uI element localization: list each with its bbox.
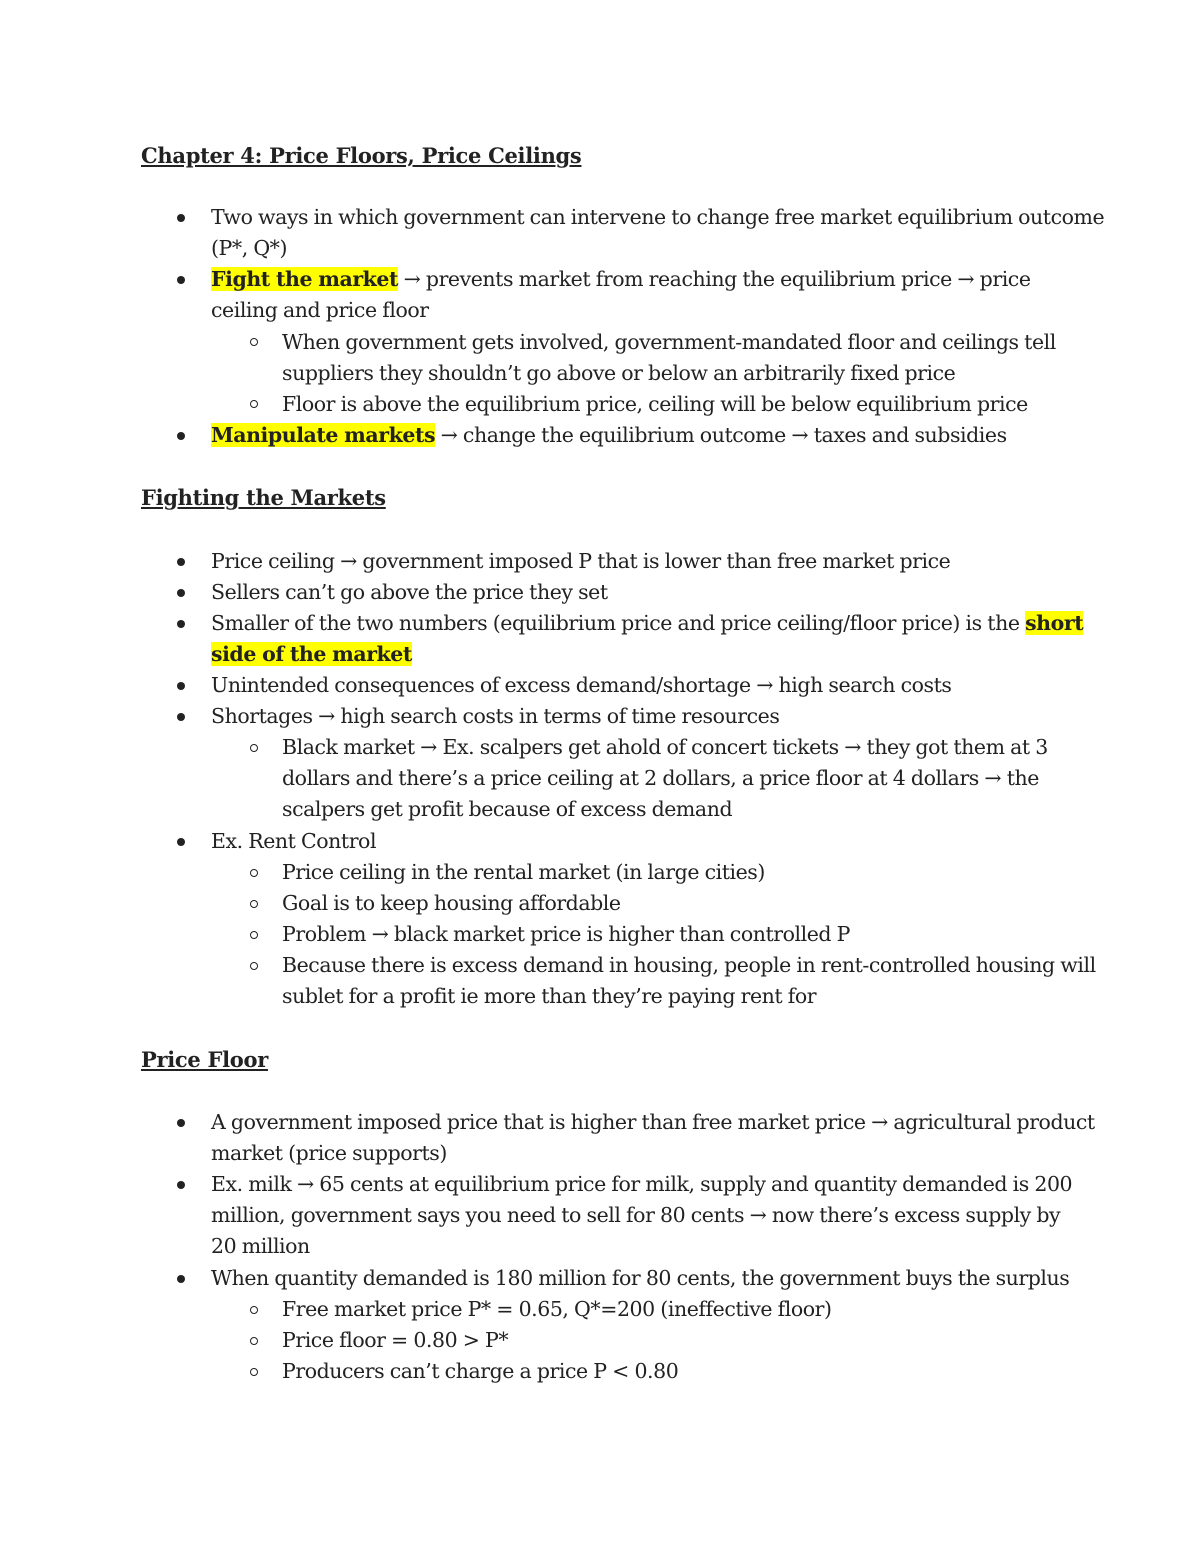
bullet-icon: [177, 1181, 185, 1189]
sub-list-item: When government gets involved, government-mandated floor and ceilings tell: [282, 330, 1056, 354]
list-item-continuation: (P*, Q*): [211, 236, 288, 260]
highlight-term: side of the market: [211, 642, 412, 666]
sub-list-item: Producers can’t charge a price P < 0.80: [282, 1359, 679, 1383]
sub-bullet-icon: [250, 400, 258, 408]
list-item-text: → change the equilibrium outcome → taxes and subsidies: [435, 423, 1007, 447]
sub-list-item: Because there is excess demand in housing, people in rent-controlled housing will: [282, 953, 1096, 977]
list-item-text: Smaller of the two numbers (equilibrium price and price ceiling/floor price) is the: [211, 611, 1026, 635]
bullet-icon: [177, 1275, 185, 1283]
highlight-term: Fight the market: [211, 267, 399, 291]
list-item: Sellers can’t go above the price they set: [211, 580, 608, 604]
sub-list-item: Black market → Ex. scalpers get ahold of concert tickets → they got them at 3: [282, 735, 1048, 759]
sub-bullet-icon: [250, 962, 258, 970]
bullet-icon: [177, 682, 185, 690]
list-item: Ex. Rent Control: [211, 829, 377, 853]
sub-bullet-icon: [250, 869, 258, 877]
bullet-icon: [177, 589, 185, 597]
sub-list-item: Price ceiling in the rental market (in large cities): [282, 860, 765, 884]
list-item-continuation: market (price supports): [211, 1141, 447, 1165]
sub-list-item: Goal is to keep housing affordable: [282, 891, 621, 915]
highlight-term: short: [1025, 611, 1084, 635]
sub-list-item-continuation: dollars and there’s a price ceiling at 2 dollars, a price floor at 4 dollars → the: [282, 766, 1039, 790]
bullet-icon: [177, 214, 185, 222]
sub-bullet-icon: [250, 931, 258, 939]
bullet-icon: [177, 558, 185, 566]
highlight-term: Manipulate markets: [211, 423, 436, 447]
list-item-continuation: 20 million: [211, 1234, 310, 1258]
section-heading: Price Floor: [141, 1047, 268, 1072]
bullet-icon: [177, 432, 185, 440]
bullet-icon: [177, 713, 185, 721]
sub-list-item: Problem → black market price is higher than controlled P: [282, 922, 850, 946]
list-item-continuation: million, government says you need to sell for 80 cents → now there’s excess supply by: [211, 1203, 1061, 1227]
sub-list-item: Free market price P* = 0.65, Q*=200 (ineffective floor): [282, 1297, 832, 1321]
sub-bullet-icon: [250, 1306, 258, 1314]
list-item-text: → prevents market from reaching the equilibrium price → price: [398, 267, 1031, 291]
list-item: Ex. milk → 65 cents at equilibrium price for milk, supply and quantity demanded is 200: [211, 1172, 1073, 1196]
sub-list-item-continuation: scalpers get profit because of excess demand: [282, 797, 733, 821]
sub-bullet-icon: [250, 1368, 258, 1376]
list-item: Two ways in which government can intervene to change free market equilibrium outcome: [211, 205, 1105, 229]
list-item: Shortages → high search costs in terms of time resources: [211, 704, 780, 728]
list-item-continuation: ceiling and price floor: [211, 298, 429, 322]
bullet-icon: [177, 1119, 185, 1127]
list-item: [211, 423, 1007, 447]
section-heading: Fighting the Markets: [141, 485, 386, 510]
sub-list-item: Floor is above the equilibrium price, ceiling will be below equilibrium price: [282, 392, 1028, 416]
sub-bullet-icon: [250, 744, 258, 752]
list-item: [211, 267, 1031, 291]
sub-bullet-icon: [250, 1337, 258, 1345]
sub-bullet-icon: [250, 900, 258, 908]
bullet-icon: [177, 276, 185, 284]
bullet-icon: [177, 620, 185, 628]
list-item: When quantity demanded is 180 million for 80 cents, the government buys the surplus: [211, 1266, 1070, 1290]
list-item: Price ceiling → government imposed P that is lower than free market price: [211, 549, 951, 573]
list-item: [211, 611, 1083, 635]
list-item: Unintended consequences of excess demand/shortage → high search costs: [211, 673, 952, 697]
list-item-continuation: [211, 642, 412, 666]
sub-list-item: Price floor = 0.80 > P*: [282, 1328, 509, 1352]
bullet-icon: [177, 838, 185, 846]
sub-list-item-continuation: suppliers they shouldn’t go above or below an arbitrarily fixed price: [282, 361, 956, 385]
chapter-heading: Chapter 4: Price Floors, Price Ceilings: [141, 143, 582, 168]
list-item: A government imposed price that is higher than free market price → agricultural product: [211, 1110, 1095, 1134]
sub-list-item-continuation: sublet for a profit ie more than they’re paying rent for: [282, 984, 817, 1008]
sub-bullet-icon: [250, 338, 258, 346]
